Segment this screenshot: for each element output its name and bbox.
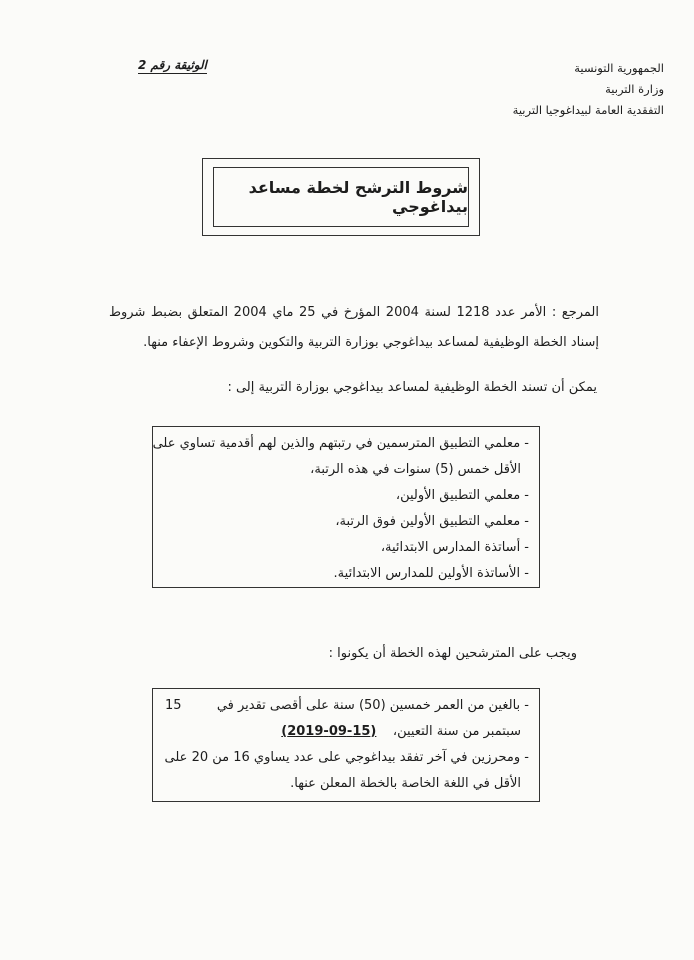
conditions-box (152, 688, 540, 802)
reference-paragraph: المرجع : الأمر عدد 1218 لسنة 2004 المؤرخ في 25 ماي 2004 المتعلق بضبط شروط إسناد الخطة الوظيفية لمساعد بيداغوجي بوزارة التربية والتكوين وشروط الإعفاء منها. (109, 305, 599, 350)
eligible-item: - أساتذة المدارس الابتدائية، (380, 540, 529, 555)
eligible-box (152, 426, 540, 588)
condition-age-continued (165, 719, 529, 745)
eligible-item: - معلمي التطبيق المترسمين في رتبتهم والذين لهم أقدمية تساوي على (152, 436, 529, 451)
condition-age (165, 693, 529, 719)
eligible-item: - معلمي التطبيق الأولين، (395, 488, 529, 503)
title-frame (202, 158, 480, 236)
condition-inspection: - ومحرزين في آخر تفقد بيداغوجي على عدد يساوي 16 من 20 على (164, 750, 529, 765)
document-title: شروط الترشح لخطة مساعد بيداغوجي (213, 167, 469, 227)
eligible-item: - الأساتذة الأولين للمدارس الابتدائية. (333, 566, 529, 581)
condition-age-text: - بالغين من العمر خمسين (50) سنة على أقصى تقدير في (216, 698, 529, 713)
condition-date: (15-09-2019) (281, 724, 377, 739)
document-number: الوثيقة رقم 2 (138, 58, 207, 72)
conditions-intro: ويجب على المترشحين لهذه الخطة أن يكونوا : (328, 646, 577, 661)
ministry-line-inspection: التفقدية العامة لبيداغوجيا التربية (512, 103, 664, 117)
condition-age-year-text: سبتمبر من سنة التعيين، (392, 724, 521, 739)
eligible-item-continued: الأقل خمس (5) سنوات في هذه الرتبة، (310, 462, 521, 477)
ministry-line-ministry: وزارة التربية (605, 82, 664, 96)
condition-age-day: 15 (165, 698, 182, 713)
eligible-item: - معلمي التطبيق الأولين فوق الرتبة، (335, 514, 529, 529)
eligible-intro: يمكن أن تسند الخطة الوظيفية لمساعد بيداغوجي بوزارة التربية إلى : (227, 380, 597, 395)
ministry-line-republic: الجمهورية التونسية (574, 61, 664, 75)
ministry-header (404, 58, 664, 121)
condition-inspection-continued: الأقل في اللغة الخاصة بالخطة المعلن عنها. (290, 776, 521, 791)
